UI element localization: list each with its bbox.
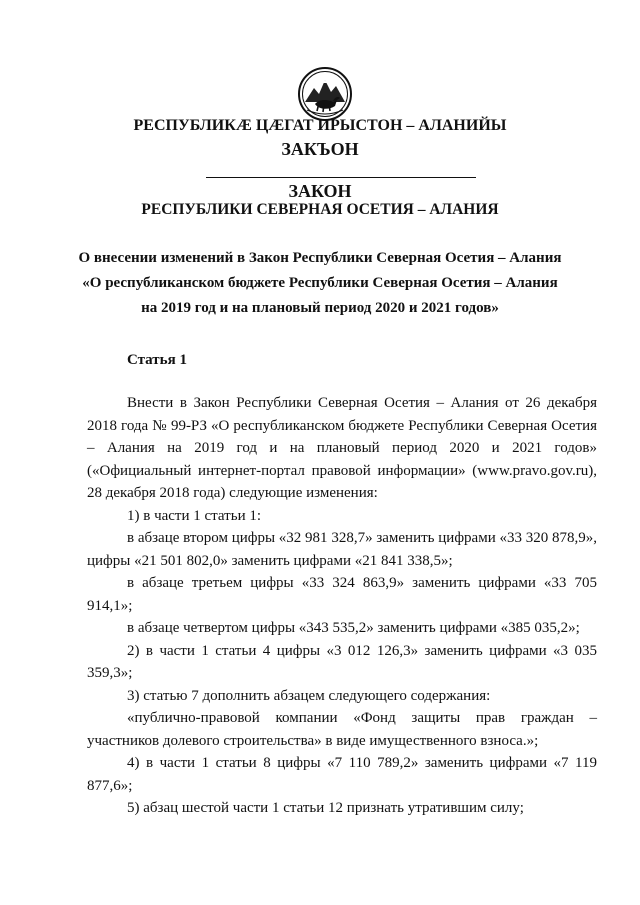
law-title-line-3: на 2019 год и на плановый период 2020 и 2021 годов» — [141, 300, 499, 316]
amendment-item-4: 4) в части 1 статьи 8 цифры «7 110 789,2» заменить цифрами «7 119 877,6»; — [87, 755, 597, 794]
amendment-item-2: 2) в части 1 статьи 4 цифры «3 012 126,3» заменить цифрами «3 035 359,3»; — [87, 642, 597, 681]
amendment-item-5: 5) абзац шестой части 1 статьи 12 признать утратившим силу; — [127, 800, 524, 816]
ossetian-law-heading: ЗАКЪОН — [281, 139, 359, 159]
amendment-item-3-quote: «публично-правовой компании «Фонд защиты прав граждан – участников долевого строительства» в виде имущественного взноса.»; — [87, 710, 597, 749]
article-body — [87, 392, 597, 820]
law-title-line-2: «О республиканском бюджете Республики Северная Осетия – Алания — [82, 275, 558, 291]
russian-republic-name: РЕСПУБЛИКИ СЕВЕРНАЯ ОСЕТИЯ – АЛАНИЯ — [141, 201, 499, 218]
law-title-line-1: О внесении изменений в Закон Республики Северная Осетия – Алания — [78, 250, 562, 266]
article-heading: Статья 1 — [127, 352, 187, 368]
article-intro: Внести в Закон Республики Северная Осетия – Алания от 26 декабря 2018 года № 99-РЗ «О республиканском бюджете Республики Северная Осетия – Алания на 2019 год и на плановый период 2020 и 2021 годов» («Официальный интернет-портал правовой информации» (www.pravo.gov.ru), 28 декабря 2018 года) следующие изменения: — [87, 395, 597, 501]
amendment-item-1a: в абзаце втором цифры «32 981 328,7» заменить цифрами «33 320 878,9», цифры «21 501 802,0» заменить цифрами «21 841 338,5»; — [87, 530, 597, 569]
coat-of-arms-icon — [297, 66, 353, 122]
law-heading: ЗАКОН — [288, 181, 352, 201]
law-title — [0, 246, 640, 321]
amendment-item-1: 1) в части 1 статьи 1: — [127, 507, 262, 524]
ossetian-republic-name: РЕСПУБЛИКӔ ЦӔГАТ ИРЫСТОН – АЛАНИЙЫ — [133, 117, 507, 134]
amendment-item-3: 3) статью 7 дополнить абзацем следующего содержания: — [127, 687, 491, 704]
header-divider — [206, 177, 476, 178]
amendment-item-1b: в абзаце третьем цифры «33 324 863,9» заменить цифрами «33 705 914,1»; — [87, 575, 597, 614]
amendment-item-1c: в абзаце четвертом цифры «343 535,2» заменить цифрами «385 035,2»; — [127, 620, 580, 636]
